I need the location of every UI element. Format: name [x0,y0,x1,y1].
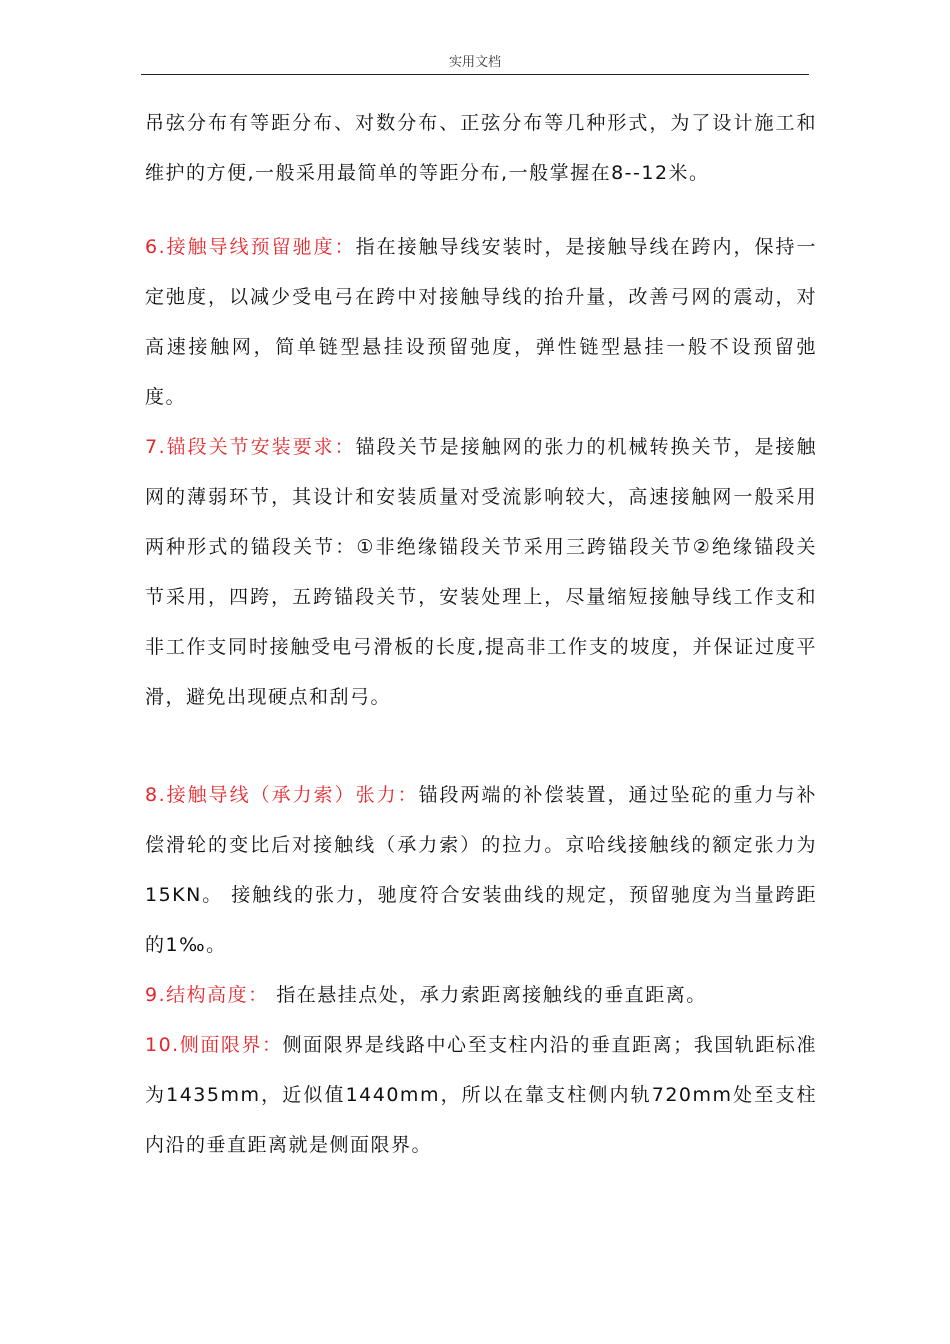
heading-7: 7.锚段关节安装要求 [145,436,335,458]
body-6: 指在接触导线安装时，是接触导线在跨内，保持一定弛度，以减少受电弓在跨中对接触导线的抬升量，改善弓网的震动，对高速接触网，简单链型悬挂设预留弛度，弹性链型悬挂一般不设预留弛度。 [145,236,817,408]
body-10: 侧面限界是线路中心至支柱内沿的垂直距离；我国轨距标准为1435mm，近似值1440mm，所以在靠支柱侧内轨720mm处至支柱内沿的垂直距离就是侧面限界。 [145,1034,817,1156]
heading-6: 6.接触导线预留驰度： [145,236,356,258]
paragraph-10 [145,1020,817,1170]
spacer [145,198,817,222]
heading-8-sep: ： [397,784,419,806]
paragraph-hanger-distribution: 吊弦分布有等距分布、对数分布、正弦分布等几种形式，为了设计施工和维护的方便,一般采用最简单的等距分布,一般掌握在8--12米。 [145,112,817,184]
body-9: 指在悬挂点处，承力索距离接触线的垂直距离。 [268,984,707,1006]
paragraph-8 [145,770,817,970]
spacer [145,722,817,770]
paragraph-9 [145,970,817,1020]
paragraph-7 [145,422,817,722]
body-7: 锚段关节是接触网的张力的机械转换关节，是接触网的薄弱环节，其设计和安装质量对受流影响较大，高速接触网一般采用两种形式的锚段关节：①非绝缘锚段关节采用三跨锚段关节②绝缘锚段关节采用，四跨，五跨锚段关节，安装处理上，尽量缩短接触导线工作支和非工作支同时接触受电弓滑板的长度,提高非工作支的坡度，并保证过度平滑，避免出现硬点和刮弓。 [145,436,817,708]
heading-10-sep: ： [262,1034,283,1056]
document-body [145,98,817,1170]
heading-7-sep: ： [334,436,356,458]
paragraph-6 [145,222,817,422]
heading-8: 8.接触导线（承力索）张力 [145,784,398,806]
heading-9-sep: ： [248,984,269,1006]
heading-10: 10.侧面限界 [145,1034,262,1056]
page-header: 实用文档 [141,52,809,75]
heading-9: 9.结构高度 [145,984,249,1006]
body-8: 锚段两端的补偿装置，通过坠砣的重力与补偿滑轮的变比后对接触线（承力索）的拉力。京哈线接触线的额定张力为15KN。 接触线的张力，驰度符合安装曲线的规定，预留驰度为当量跨距的1‰。 [145,784,817,956]
